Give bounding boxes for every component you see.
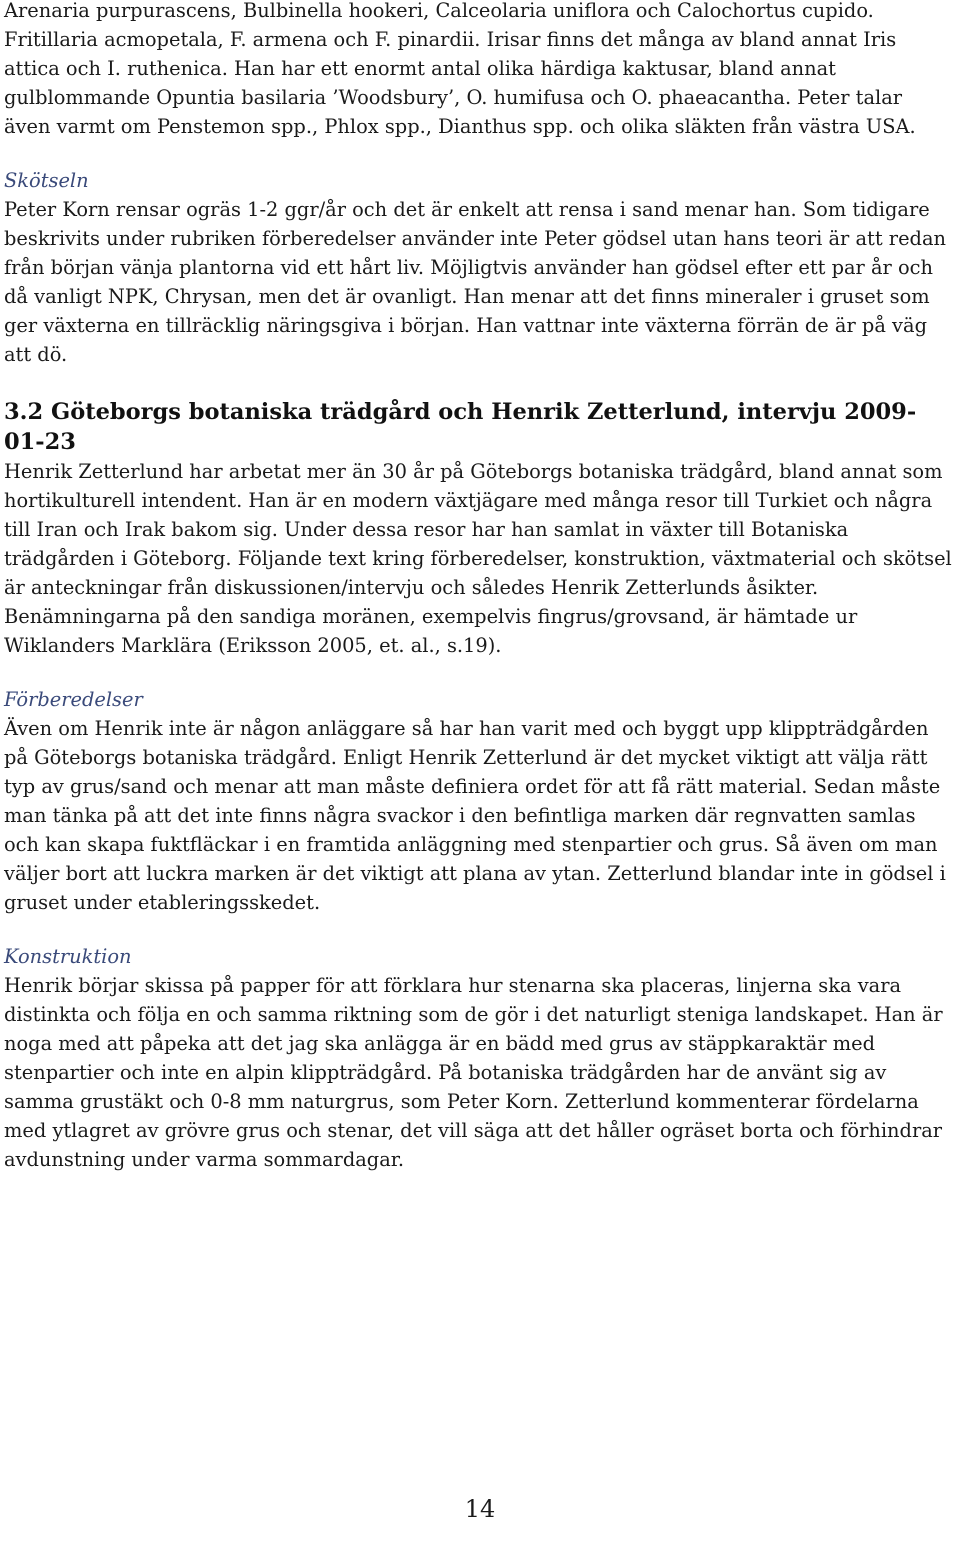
page-number: 14 (464, 1495, 496, 1523)
skotseln-paragraph: Peter Korn rensar ogräs 1-2 ggr/år och det är enkelt att rensa i sand menar han. Som tidigare beskrivits under rubriken förberedelser använder inte Peter gödsel utan hans teori är att redan från början vänja plantorna vid ett hårt liv. Möjligtvis använder han gödsel efter ett par år och då vanligt NPK, Chrysan, men det är ovanligt. Han menar att det finns mineraler i gruset som ger växterna en tillräcklig näringsgiva i början. Han vattnar inte växterna förrän de är på väg att dö. (4, 198, 947, 366)
document-page (4, 0, 954, 1174)
section-3-2-paragraph: Henrik Zetterlund har arbetat mer än 30 år på Göteborgs botaniska trädgård, bland annat som hortikulturell intendent. Han är en modern växtjägare med många resor till Turkiet och några till Iran och Irak bakom sig. Under dessa resor har han samlat in växter till Botaniska trädgården i Göteborg. Följande text kring förberedelser, konstruktion, växtmaterial och skötsel är anteckningar från diskussionen/intervju och således Henrik Zetterlunds åsikter. Benämningarna på den sandiga moränen, exempelvis fingrus/grovsand, är hämtade ur Wiklanders Marklära (Eriksson 2005, et. al., s.19). (4, 460, 952, 657)
forberedelser-heading: Förberedelser (4, 688, 143, 711)
forberedelser-paragraph: Även om Henrik inte är någon anläggare så har han varit med och byggt upp klippträdgården på Göteborgs botaniska trädgård. Enligt Henrik Zetterlund är det mycket viktigt att välja rätt typ av grus/sand och menar att man måste definiera ordet för att få rätt material. Sedan måste man tänka på att det inte finns några svackor i den befintliga marken där regnvatten samlas och kan skapa fuktfläckar i en framtida anläggning med stenpartier och grus. Så även om man väljer bort att luckra marken är det viktigt att plana av ytan. Zetterlund blandar inte in gödsel i gruset under etableringsskedet. (4, 717, 946, 914)
konstruktion-paragraph: Henrik börjar skissa på papper för att förklara hur stenarna ska placeras, linjerna ska vara distinkta och följa en och samma riktning som de gör i det naturligt steniga landskapet. Han är noga med att påpeka att det jag ska anlägga är en bädd med grus av stäppkaraktär med stenpartier och inte en alpin klippträdgård. På botaniska trädgården har de använt sig av samma grustäkt och 0-8 mm naturgrus, som Peter Korn. Zetterlund kommenterar fördelarna med ytlagret av grövre grus och stenar, det vill säga att det håller ogräset borta och förhindrar avdunstning under varma sommardagar. (4, 974, 943, 1171)
skotseln-heading: Skötseln (4, 169, 89, 192)
section-3-2-heading: 3.2 Göteborgs botaniska trädgård och Henrik Zetterlund, intervju 2009-01-23 (4, 399, 917, 455)
intro-paragraph: Arenaria purpurascens, Bulbinella hookeri, Calceolaria uniflora och Calochortus cupido. Fritillaria acmopetala, F. armena och F. pinardii. Irisar finns det många av bland annat Iris attica och I. ruthenica. Han har ett enormt antal olika härdiga kaktusar, bland annat gulblommande Opuntia basilaria ’Woodsbury’, O. humifusa och O. phaeacantha. Peter talar även varmt om Penstemon spp., Phlox spp., Dianthus spp. och olika släkten från västra USA. (4, 0, 916, 138)
konstruktion-heading: Konstruktion (4, 945, 132, 968)
